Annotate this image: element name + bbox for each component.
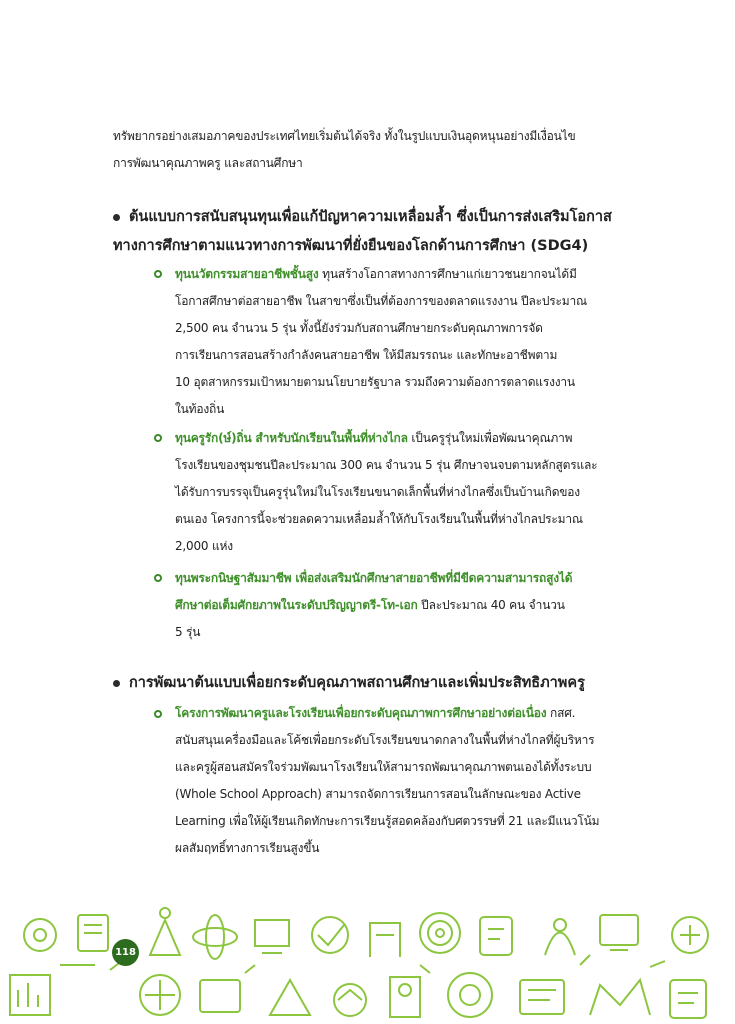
item-line: โอกาสศึกษาต่อสายอาชีพ ในสาขาซึ่งเป็นที่ต้องการของตลาดแรงงาน ปีละประมาณ <box>175 294 587 308</box>
intro-line: การพัฒนาคุณภาพครู และสถานศึกษา <box>113 156 303 170</box>
bullet-icon <box>113 214 120 221</box>
section2-heading: การพัฒนาต้นแบบเพื่อยกระดับคุณภาพสถานศึกษาและเพิ่มประสิทธิภาพครู <box>113 669 585 697</box>
item-line: 5 รุ่น <box>175 625 201 639</box>
item-line: สนับสนุนเครื่องมือและโค้ชเพื่อยกระดับโรงเรียนขนาดกลางในพื้นที่ห่างไกลที่ผู้บริหาร <box>175 733 595 747</box>
item-line: และครูผู้สอนสมัครใจร่วมพัฒนาโรงเรียนให้สามารถพัฒนาคุณภาพตนเองได้ทั้งระบบ <box>175 760 592 774</box>
item-title-cont: ศึกษาต่อเต็มศักยภาพในระดับปริญญาตรี-โท-เอก <box>175 598 418 612</box>
item-line: การเรียนการสอนสร้างกำลังคนสายอาชีพ ให้มีสมรรถนะ และทักษะอาชีพตาม <box>175 348 558 362</box>
footer-education-pattern <box>0 895 735 1024</box>
item-line: ในท้องถิ่น <box>175 402 225 416</box>
item-line: ได้รับการบรรจุเป็นครูรุ่นใหม่ในโรงเรียนขนาดเล็กพื้นที่ห่างไกลซึ่งเป็นบ้านเกิดของ <box>175 485 580 499</box>
section2-item: โครงการพัฒนาครูและโรงเรียนเพื่อยกระดับคุณภาพการศึกษาอย่างต่อเนื่อง กสศ. สนับสนุนเครื่องมือและโค้ชเพื่อยกระดับโรงเรียนขนาดกลางในพื้นที่ห่างไกลที่ผู้บริหาร และครูผู้สอนสมัครใจร่วมพัฒนาโรงเรียนให้สามารถพัฒนาคุณภาพตนเองได้ทั้งระบบ (Whole School Approach) สามารถจัดการเรียนการสอนในลักษณะของ Active Learning เพื่อให้ผู้เรียนเกิดทักษะการเรียนรู้สอดคล้องกับศตวรรษที่ 21 และมีแนวโน้ม ผลสัมฤทธิ์ทางการเรียนสูงขึ้น <box>154 700 654 862</box>
item-line: ตนเอง โครงการนี้จะช่วยลดความเหลื่อมล้ำให้กับโรงเรียนในพื้นที่ห่างไกลประมาณ <box>175 512 583 526</box>
section1-item-1: ทุนนวัตกรรมสายอาชีพชั้นสูง ทุนสร้างโอกาสทางการศึกษาแก่เยาวชนยากจนได้มี โอกาสศึกษาต่อสายอาชีพ ในสาขาซึ่งเป็นที่ต้องการของตลาดแรงงาน ปีละประมาณ 2,500 คน จำนวน 5 รุ่น ทั้งนี้ยังร่วมกับสถานศึกษายกระดับคุณภาพการจัด การเรียนการสอนสร้างกำลังคนสายอาชีพ ให้มีสมรรถนะ และทักษะอาชีพตาม 10 อุตสาหกรรมเป้าหมายตามนโยบายรัฐบาล รวมถึงความต้องการตลาดแรงงาน ในท้องถิ่น <box>154 261 654 423</box>
intro-line: ทรัพยากรอย่างเสมอภาคของประเทศไทยเริ่มต้นได้จริง ทั้งในรูปแบบเงินอุดหนุนอย่างมีเงื่อนไข <box>113 129 576 143</box>
section1-item-2: ทุนครูรัก(ษ์)ถิ่น สำหรับนักเรียนในพื้นที่ห่างไกล เป็นครูรุ่นใหม่เพื่อพัฒนาคุณภาพ โรงเรียนของชุมชนปีละประมาณ 300 คน จำนวน 5 รุ่น ศึกษาจนจบตามหลักสูตรและ ได้รับการบรรจุเป็นครูรุ่นใหม่ในโรงเรียนขนาดเล็กพื้นที่ห่างไกลซึ่งเป็นบ้านเกิดของ ตนเอง โครงการนี้จะช่วยลดความเหลื่อมล้ำให้กับโรงเรียนในพื้นที่ห่างไกลประมาณ 2,000 แห่ง <box>154 425 654 560</box>
item-title: ทุนนวัตกรรมสายอาชีพชั้นสูง <box>175 267 319 281</box>
item-line: Learning เพื่อให้ผู้เรียนเกิดทักษะการเรียนรู้สอดคล้องกับศตวรรษที่ 21 และมีแนวโน้ม <box>175 814 600 828</box>
item-line: 2,000 แห่ง <box>175 539 233 553</box>
bullet-icon <box>113 680 120 687</box>
section1-heading: ต้นแบบการสนับสนุนทุนเพื่อแก้ปัญหาความเหลื่อมล้ำ ซึ่งเป็นการส่งเสริมโอกาส <box>113 203 612 231</box>
item-title: ทุนพระกนิษฐาสัมมาชีพ เพื่อส่งเสริมนักศึกษาสายอาชีพที่มีขีดความสามารถสูงได้ <box>175 571 573 585</box>
section1-item-3: ทุนพระกนิษฐาสัมมาชีพ เพื่อส่งเสริมนักศึกษาสายอาชีพที่มีขีดความสามารถสูงได้ ศึกษาต่อเต็มศักยภาพในระดับปริญญาตรี-โท-เอก ปีละประมาณ 40 คน จำนวน 5 รุ่น <box>154 565 654 646</box>
item-line: 10 อุตสาหกรรมเป้าหมายตามนโยบายรัฐบาล รวมถึงความต้องการตลาดแรงงาน <box>175 375 575 389</box>
item-title: โครงการพัฒนาครูและโรงเรียนเพื่อยกระดับคุณภาพการศึกษาอย่างต่อเนื่อง <box>175 706 547 720</box>
item-line: (Whole School Approach) สามารถจัดการเรียนการสอนในลักษณะของ Active <box>175 787 581 801</box>
item-line: 2,500 คน จำนวน 5 รุ่น ทั้งนี้ยังร่วมกับสถานศึกษายกระดับคุณภาพการจัด <box>175 321 543 335</box>
section1-heading-line2: ทางการศึกษาตามแนวทางการพัฒนาที่ยั่งยืนของโลกด้านการศึกษา (SDG4) <box>113 238 589 254</box>
item-title: ทุนครูรัก(ษ์)ถิ่น สำหรับนักเรียนในพื้นที่ห่างไกล <box>175 431 408 445</box>
item-line: ผลสัมฤทธิ์ทางการเรียนสูงขึ้น <box>175 841 320 855</box>
item-line: โรงเรียนของชุมชนปีละประมาณ 300 คน จำนวน 5 รุ่น ศึกษาจนจบตามหลักสูตรและ <box>175 458 598 472</box>
page-number-badge: 118 <box>112 939 139 966</box>
intro-paragraph <box>113 123 633 177</box>
